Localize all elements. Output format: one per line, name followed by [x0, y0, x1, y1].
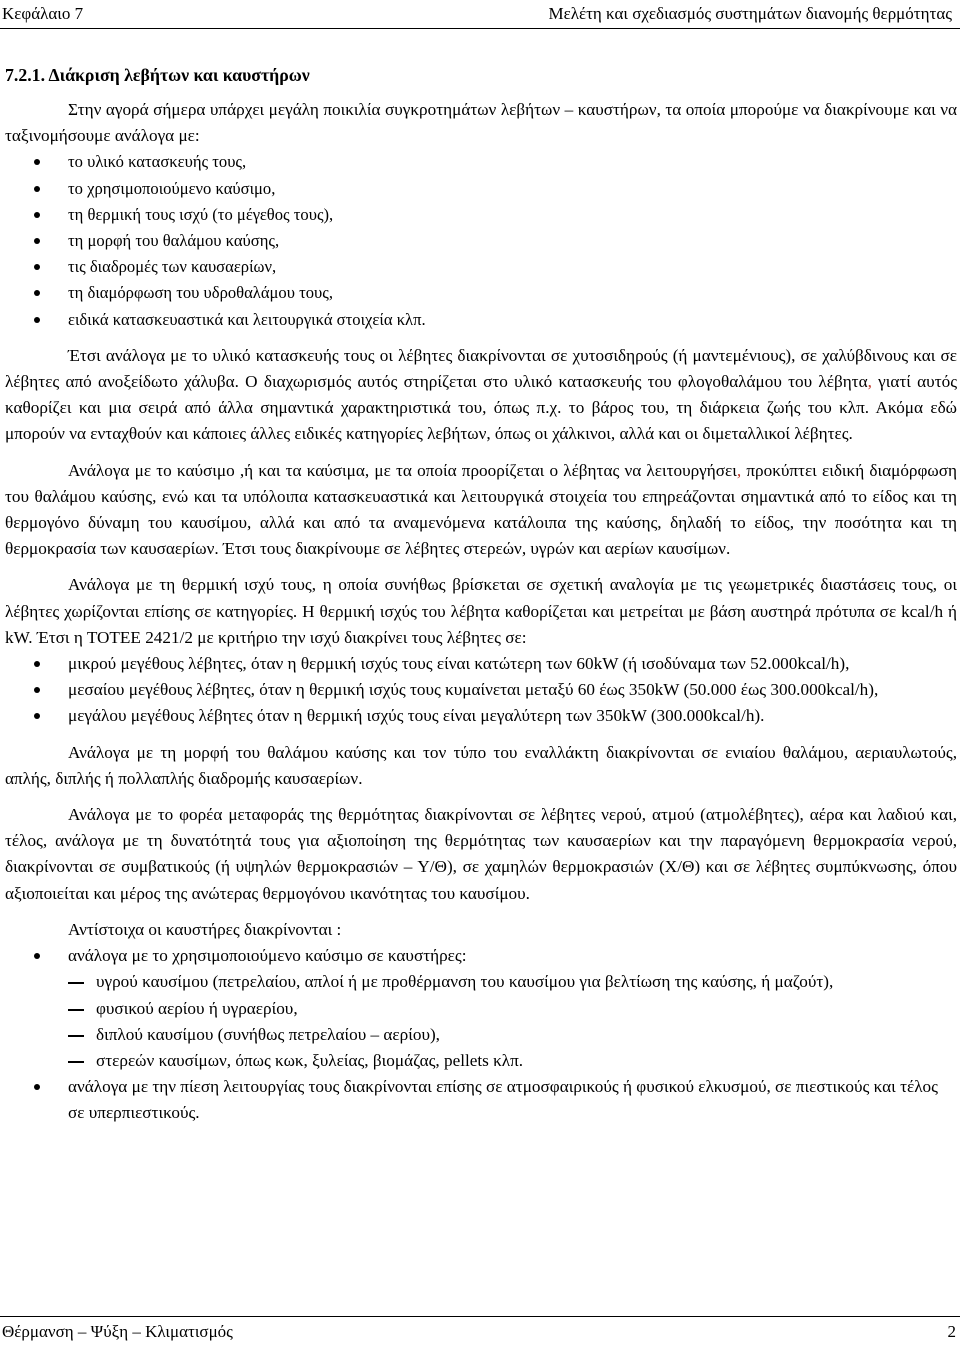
list-item: μικρού μεγέθους λέβητες, όταν η θερμική ισχύς τους είναι κατώτερη των 60kW (ή ισοδύναμα των 52.000kcal/h),	[5, 651, 957, 677]
burners-intro: Αντίστοιχα οι καυστήρες διακρίνονται :	[68, 919, 342, 939]
list-item: ειδικά κατασκευαστικά και λειτουργικά στοιχεία κλπ.	[5, 307, 957, 333]
page-header	[0, 0, 960, 29]
fuel-text-a: Ανάλογα με το καύσιμο ,ή και τα καύσιμα, με τα οποία προορίζεται ο λέβητας να λειτουργήσει	[68, 460, 737, 480]
chamber-paragraph: Ανάλογα με τη μορφή του θαλάμου καύσης και τον τύπο του εναλλάκτη διακρίνονται σε ενιαίου θαλάμου, αεριαυλωτούς, απλής, διπλής ή πολλαπλής διαδρομής καυσαερίων.	[5, 742, 957, 788]
list-item: ανάλογα με το χρησιμοποιούμενο καύσιμο σε καυστήρες:	[5, 943, 957, 969]
list-item: μεγάλου μεγέθους λέβητες όταν η θερμική ισχύς τους είναι μεγαλύτερη των 350kW (300.000kcal/h).	[5, 703, 957, 729]
list-item: τη μορφή του θαλάμου καύσης,	[5, 228, 957, 254]
section-heading: 7.2.1. Διάκριση λεβήτων και καυστήρων	[5, 65, 310, 85]
fuel-red-comma: ,	[736, 460, 742, 480]
footer-title: Θέρμανση – Ψύξη – Κλιματισμός	[2, 1322, 233, 1341]
material-text-a: Έτσι ανάλογα με το υλικό κατασκευής τους οι λέβητες διακρίνονται σε χυτοσιδηρούς (ή μαντεμένιους), σε χαλύβδινους και σε λέβητες από ανοξείδωτο χάλυβα. Ο διαχωρισμός αυτός στηρίζεται στο υλικό κατασκευής του φλογοθαλάμου του λέβητα	[5, 345, 957, 392]
page-footer	[0, 1316, 960, 1344]
carrier-paragraph: Ανάλογα με το φορέα μεταφοράς της θερμότητας διακρίνονται σε λέβητες νερού, ατμού (ατμολέβητες), αέρα και λαδιού και, τέλος, ανάλογα με τη δυνατότητά τους για αξιοποίηση της θερμότητας των καυσαερίων και την παραγόμενη θερμοκρασία νερού, διακρίνονται σε συμβατικούς (ή υψηλών θερμοκρασιών – Υ/Θ), σε χαμηλών θερμοκρασιών (Χ/Θ) και σε λέβητες συμπύκνωσης, όπου αξιοποιείται και μέρος της ανώτερας θερμογόνου ικανότητας του καυσίμου.	[5, 805, 957, 903]
list-item: φυσικού αερίου ή υγραερίου,	[5, 996, 957, 1022]
chapter-label: Κεφάλαιο 7	[2, 4, 84, 23]
list-item: μεσαίου μεγέθους λέβητες, όταν η θερμική ισχύς τους κυμαίνεται μεταξύ 60 έως 350kW (50.000 έως 300.000kcal/h),	[5, 677, 957, 703]
header-title: Μελέτη και σχεδιασμός συστημάτων διανομής θερμότητας	[548, 4, 952, 23]
material-paragraph	[5, 343, 957, 448]
power-class-list	[5, 651, 957, 730]
list-item: διπλού καυσίμου (συνήθως πετρελαίου – αερίου),	[5, 1022, 957, 1048]
document-body	[5, 62, 957, 1127]
list-item: το χρησιμοποιούμενο καύσιμο,	[5, 176, 957, 202]
burners-list	[5, 943, 957, 969]
fuel-text-c: προκύπτει ειδική διαμόρφωση του θαλάμου καύσης, ενώ και τα υπόλοιπα κατασκευαστικά και λειτουργικά στοιχεία του επηρεάζονται σημαντικά από το είδος και τη θερμογόνο δύναμη του καυσίμου, αλλά και από τα αναμενόμενα κατάλοιπα της καύσης, δηλαδή το είδος, την ποσότητα και τη θερμοκρασία των καυσαερίων. Έτσι τους διακρίνουμε σε λέβητες στερεών, υγρών και αερίων καυσίμων.	[5, 460, 957, 559]
list-item: στερεών καυσίμων, όπως κωκ, ξυλείας, βιομάζας, pellets κλπ.	[5, 1048, 957, 1074]
intro-paragraph: Στην αγορά σήμερα υπάρχει μεγάλη ποικιλία συγκροτημάτων λεβήτων – καυστήρων, τα οποία μπορούμε να διακρίνουμε και να ταξινομήσουμε ανάλογα με:	[5, 100, 957, 146]
list-item: τη διαμόρφωση του υδροθαλάμου τους,	[5, 280, 957, 306]
fuel-paragraph	[5, 458, 957, 563]
burner-fuel-list	[5, 969, 957, 1074]
material-text-c: γιατί αυτός καθορίζει και μια σειρά από άλλα σημαντικά χαρακτηριστικά του, όπως π.χ. το βάρος του, τη διάρκεια ζωής του κλπ. Ακόμα εδώ μπορούν να ενταχθούν και κάποιες άλλες ειδικές κατηγορίες λεβήτων, όπως οι χάλκινοι, αλλά και οι διμεταλλικοί λέβητες.	[5, 372, 957, 444]
material-red-comma: ,	[867, 372, 872, 392]
list-item: το υλικό κατασκευής τους,	[5, 149, 957, 175]
page-number: 2	[947, 1322, 956, 1341]
power-paragraph: Ανάλογα με τη θερμική ισχύ τους, η οποία συνήθως βρίσκεται σε σχετική αναλογία με τις γεωμετρικές διαστάσεις τους, οι λέβητες χωρίζονται επίσης σε κατηγορίες. Η θερμική ισχύς του λέβητα καθορίζεται και μετρείται με βάση αυστηρά πρότυπα σε kcal/h ή kW. Έτσι η ΤΟΤΕΕ 2421/2 με κριτήριο την ισχύ διακρίνει τους λέβητες σε:	[5, 575, 957, 647]
burners-pressure-list	[5, 1074, 957, 1126]
list-item: υγρού καυσίμου (πετρελαίου, απλοί ή με προθέρμανση του καυσίμου για βελτίωση της καύσης, ή μαζούτ),	[5, 969, 957, 995]
criteria-list	[5, 149, 957, 332]
list-item: τις διαδρομές των καυσαερίων,	[5, 254, 957, 280]
list-item: ανάλογα με την πίεση λειτουργίας τους διακρίνονται επίσης σε ατμοσφαιρικούς ή φυσικού ελκυσμού, σε πιεστικούς και τέλος σε υπερπιεστικούς.	[5, 1074, 957, 1126]
list-item: τη θερμική τους ισχύ (το μέγεθος τους),	[5, 202, 957, 228]
